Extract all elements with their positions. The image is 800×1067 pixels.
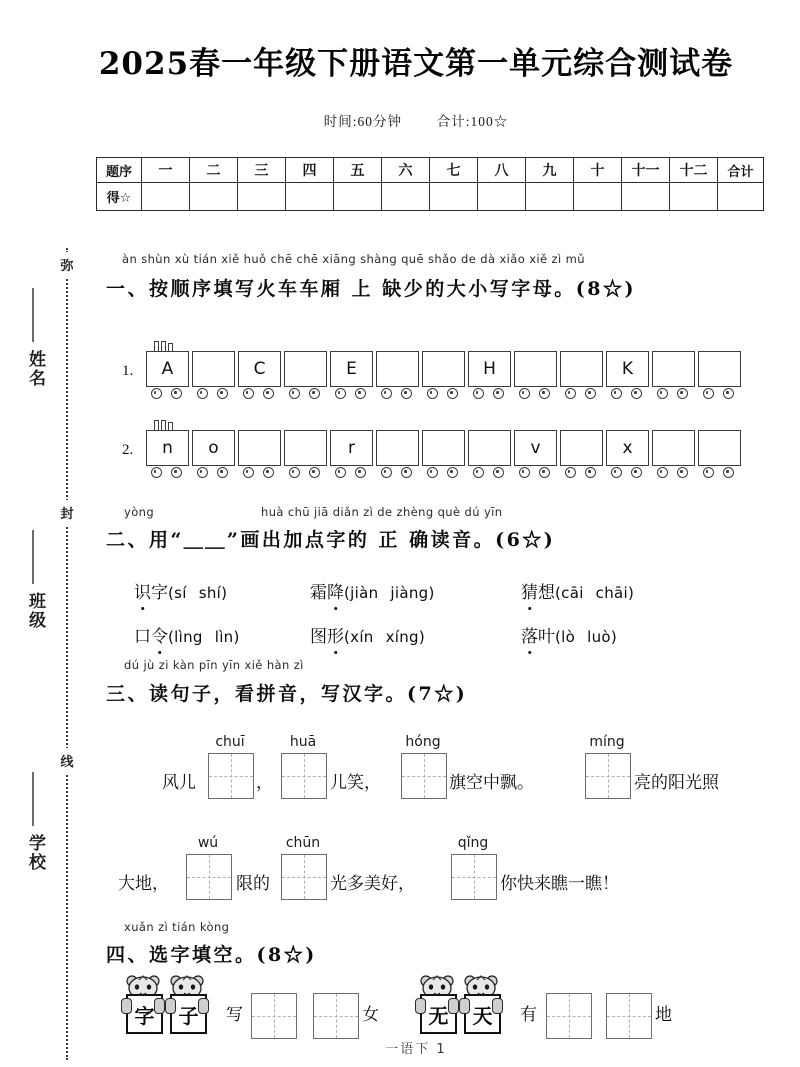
tiger-paw-icon: [121, 998, 132, 1014]
train-1-letter-5[interactable]: E: [330, 351, 373, 387]
tiger-paw-icon: [448, 998, 459, 1014]
choice-3-option-2[interactable]: chāi: [595, 584, 628, 602]
q3-answer-box-5[interactable]: [186, 835, 232, 900]
tian-zi-ge-box[interactable]: [281, 854, 327, 900]
field-label-school: 学校: [25, 834, 45, 872]
q3-line1-seg2: ，: [256, 773, 273, 793]
train-2-letter-3[interactable]: [238, 430, 281, 466]
train-1-letter-10[interactable]: [560, 351, 603, 387]
page-title: 2025春一年级下册语文第一单元综合测试卷: [98, 46, 734, 82]
q3-pinyin-qing: qǐng: [457, 835, 489, 851]
train-1-car-11[interactable]: [606, 351, 649, 399]
choice-6-option-2[interactable]: luò: [587, 628, 611, 646]
score-col-2: 二: [190, 158, 238, 183]
wheels-icon: [698, 388, 739, 399]
train-2-car-9[interactable]: [514, 430, 557, 478]
train-1-letter-8[interactable]: H: [468, 351, 511, 387]
tiger-paw-icon: [415, 998, 426, 1014]
choice-3-char-a: 猜: [521, 583, 538, 603]
train-2-letter-8[interactable]: [468, 430, 511, 466]
train-1-car-8[interactable]: [468, 351, 511, 399]
question-2-pinyin-right: huà chū jiā diǎn zì de zhèng què dú yīn: [261, 505, 503, 519]
train-2-letter-5[interactable]: r: [330, 430, 373, 466]
choice-6-char-a: 落: [521, 627, 538, 647]
train-2-index: 2.: [122, 442, 134, 458]
q4-answer-box-1[interactable]: [251, 993, 297, 1039]
wheels-icon: [468, 388, 509, 399]
train-2-car-13[interactable]: [698, 430, 741, 478]
q3-answer-box-1[interactable]: [208, 734, 254, 799]
train-2-car-4[interactable]: [284, 430, 327, 478]
wheels-icon: [652, 467, 693, 478]
score-table-row-label-score: 得☆: [97, 183, 142, 211]
choice-2-option-2[interactable]: jiàng: [390, 584, 429, 602]
train-1-car-1[interactable]: [146, 351, 189, 399]
train-1-letter-9[interactable]: [514, 351, 557, 387]
train-2-letter-7[interactable]: [422, 430, 465, 466]
score-cell-11[interactable]: [622, 183, 670, 211]
wheels-icon: [376, 467, 417, 478]
char-card-1[interactable]: 字: [126, 994, 163, 1034]
class-write-line[interactable]: [32, 530, 35, 584]
train-1-car-13[interactable]: [698, 351, 741, 399]
choice-6-option-1[interactable]: lò: [561, 628, 576, 646]
train-1-car-5[interactable]: [330, 351, 373, 399]
train-1-letter-4[interactable]: [284, 351, 327, 387]
wheels-icon: [238, 467, 279, 478]
choice-5-option-1[interactable]: xín: [350, 628, 374, 646]
question-1-title: 一、按顺序填写火车车厢 上 缺少的大小写字母。(8☆): [106, 278, 636, 300]
choice-4-option-2[interactable]: lìn: [214, 628, 234, 646]
wheels-icon: [560, 467, 601, 478]
train-1-car-2[interactable]: [192, 351, 235, 399]
wheels-icon: [652, 388, 693, 399]
tian-zi-ge-box[interactable]: [281, 753, 327, 799]
train-1-car-9[interactable]: [514, 351, 557, 399]
time-limit-label: 时间:60分钟: [323, 114, 402, 129]
wheels-icon: [284, 388, 325, 399]
score-cell-total[interactable]: [718, 183, 764, 211]
tiger-paw-icon: [459, 998, 470, 1014]
name-write-line[interactable]: [32, 288, 35, 342]
q4-answer-box-3[interactable]: [546, 993, 592, 1039]
train-2-car-2[interactable]: [192, 430, 235, 478]
train-2-letter-6[interactable]: [376, 430, 419, 466]
wheels-icon: [146, 467, 187, 478]
q3-pinyin-ming: míng: [589, 734, 625, 750]
train-1-car-12[interactable]: [652, 351, 695, 399]
q3-answer-box-4[interactable]: [585, 734, 631, 799]
train-2-car-3[interactable]: [238, 430, 281, 478]
tiger-pair-2: [416, 974, 502, 1034]
score-col-7: 七: [430, 158, 478, 183]
choice-5-char-b: 形: [327, 627, 344, 647]
score-cell-7[interactable]: [430, 183, 478, 211]
wheels-icon: [422, 388, 463, 399]
page-footer: 一语下 1: [385, 1042, 447, 1057]
score-cell-12[interactable]: [670, 183, 718, 211]
choice-3-option-1[interactable]: cāi: [561, 584, 584, 602]
wheels-icon: [468, 467, 509, 478]
train-2-letter-2[interactable]: o: [192, 430, 235, 466]
seal-dotted-line: [66, 248, 68, 1060]
score-cell-2[interactable]: [190, 183, 238, 211]
score-cell-8[interactable]: [478, 183, 526, 211]
tian-zi-ge-box[interactable]: [186, 854, 232, 900]
q3-line2-seg4: 你快来瞧一瞧！: [500, 874, 619, 894]
wheels-icon: [422, 467, 463, 478]
wheels-icon: [698, 467, 739, 478]
score-cell-1[interactable]: [142, 183, 190, 211]
train-2-letter-12[interactable]: [652, 430, 695, 466]
choice-2-char-a: 霜: [310, 583, 327, 603]
score-col-10: 十: [574, 158, 622, 183]
score-cell-6[interactable]: [382, 183, 430, 211]
tian-zi-ge-box[interactable]: [546, 993, 592, 1039]
train-2-letter-10[interactable]: [560, 430, 603, 466]
choice-item-6[interactable]: 落叶(lò luò): [521, 627, 618, 647]
score-cell-9[interactable]: [526, 183, 574, 211]
q4-group2-suffix: 地: [655, 1005, 672, 1025]
q3-line1-seg1: 风儿: [162, 773, 196, 793]
train-1-letter-3[interactable]: C: [238, 351, 281, 387]
q4-answer-box-4[interactable]: [606, 993, 652, 1039]
q3-answer-box-6[interactable]: [281, 835, 327, 900]
table-row-headers: [97, 158, 764, 183]
tian-zi-ge-box[interactable]: [451, 854, 497, 900]
seal-char-feng: 封: [58, 500, 76, 525]
score-cell-5[interactable]: [334, 183, 382, 211]
train-2-letter-13[interactable]: [698, 430, 741, 466]
train-2-letter-11[interactable]: x: [606, 430, 649, 466]
train-1-car-7[interactable]: [422, 351, 465, 399]
choice-4-char-b: 令: [151, 627, 168, 647]
field-label-class: 班级: [25, 592, 45, 630]
score-cell-3[interactable]: [238, 183, 286, 211]
chimney-icon: [154, 342, 174, 351]
chimney-icon: [154, 421, 174, 430]
train-1-car-6[interactable]: [376, 351, 419, 399]
q3-line2-seg3: 光多美好，: [330, 874, 415, 894]
score-cell-4[interactable]: [286, 183, 334, 211]
score-table-row-label-index: 题序: [97, 158, 142, 183]
tian-zi-ge-box[interactable]: [401, 753, 447, 799]
q4-group1-suffix: 女: [362, 1005, 379, 1025]
train-2-car-10[interactable]: [560, 430, 603, 478]
train-2: [146, 430, 741, 478]
q4-answer-box-2[interactable]: [313, 993, 359, 1039]
score-table: [96, 157, 764, 211]
score-col-9: 九: [526, 158, 574, 183]
tiger-paw-icon: [154, 998, 165, 1014]
wheels-icon: [514, 467, 555, 478]
train-2-car-6[interactable]: [376, 430, 419, 478]
choice-4-option-1[interactable]: lìng: [174, 628, 203, 646]
choice-item-4[interactable]: 口令(lìng lìn): [134, 627, 240, 647]
tian-zi-ge-box[interactable]: [606, 993, 652, 1039]
choice-item-1[interactable]: 识字(sí shí): [134, 583, 228, 603]
q3-answer-box-2[interactable]: [281, 734, 327, 799]
score-col-6: 六: [382, 158, 430, 183]
choice-1-char-b: 字: [151, 583, 168, 603]
q3-pinyin-hong: hóng: [405, 734, 441, 750]
question-3-title: 三、读句子，看拼音，写汉字。(7☆): [106, 683, 468, 705]
choice-6-char-b: 叶: [538, 627, 555, 647]
train-2-car-11[interactable]: [606, 430, 649, 478]
total-score-label: 合计:100☆: [436, 114, 509, 129]
score-col-12: 十二: [670, 158, 718, 183]
score-col-11: 十一: [622, 158, 670, 183]
q3-pinyin-chun: chūn: [285, 835, 321, 851]
q3-line1-seg5: 亮的阳光照: [634, 773, 719, 793]
question-4-pinyin: xuǎn zì tián kòng: [124, 920, 230, 934]
question-4-title: 四、选字填空。(8☆): [106, 944, 317, 966]
tiger-paw-icon: [492, 998, 503, 1014]
seal-char-xian: 线: [58, 748, 76, 773]
score-col-3: 三: [238, 158, 286, 183]
tiger-paw-icon: [198, 998, 209, 1014]
train-1-letter-13[interactable]: [698, 351, 741, 387]
choice-2-char-b: 降: [327, 583, 344, 603]
train-1-letter-7[interactable]: [422, 351, 465, 387]
train-1-letter-1[interactable]: A: [146, 351, 189, 387]
train-1-letter-11[interactable]: K: [606, 351, 649, 387]
wheels-icon: [146, 388, 187, 399]
train-2-car-1[interactable]: [146, 430, 189, 478]
score-col-total: 合计: [718, 158, 764, 183]
q3-pinyin-chui: chuī: [215, 734, 245, 750]
train-1-car-10[interactable]: [560, 351, 603, 399]
train-2-car-5[interactable]: [330, 430, 373, 478]
question-1-pinyin: àn shùn xù tián xiě huǒ chē chē xiāng shàng quē shǎo de dà xiǎo xiě zì mǔ: [122, 252, 585, 266]
q3-line1-seg3: 儿笑，: [330, 773, 381, 793]
wheels-icon: [238, 388, 279, 399]
train-1-index: 1.: [122, 363, 134, 379]
school-write-line[interactable]: [32, 772, 35, 826]
wheels-icon: [284, 467, 325, 478]
seal-char-mi: 弥: [58, 252, 76, 277]
q4-group2-prefix: 有: [520, 1005, 537, 1025]
wheels-icon: [560, 388, 601, 399]
question-3-pinyin: dú jù zi kàn pīn yīn xiě hàn zì: [124, 658, 304, 672]
q3-line2-seg2: 限的: [236, 874, 270, 894]
q3-line2-seg1: 大地，: [118, 874, 169, 894]
choice-2-option-1[interactable]: jiàn: [350, 584, 379, 602]
train-2-letter-4[interactable]: [284, 430, 327, 466]
q4-group1-prefix: 写: [226, 1005, 243, 1025]
field-label-name: 姓名: [25, 350, 45, 388]
choice-5-option-2[interactable]: xíng: [385, 628, 419, 646]
choice-item-5[interactable]: 图形(xín xíng): [310, 627, 426, 647]
train-1-letter-12[interactable]: [652, 351, 695, 387]
choice-3-char-b: 想: [538, 583, 555, 603]
char-card-4[interactable]: 天: [464, 994, 501, 1034]
tiger-pair-1: [122, 974, 208, 1034]
wheels-icon: [192, 388, 233, 399]
tian-zi-ge-box[interactable]: [251, 993, 297, 1039]
char-card-3[interactable]: 无: [420, 994, 457, 1034]
wheels-icon: [606, 467, 647, 478]
question-2-title: 二、用“＿＿”画出加点字的 正 确读音。(6☆): [106, 529, 556, 551]
choice-5-char-a: 图: [310, 627, 327, 647]
exam-meta: [96, 110, 736, 130]
score-cell-10[interactable]: [574, 183, 622, 211]
q3-pinyin-hua: huā: [289, 734, 317, 750]
choice-1-option-2[interactable]: shí: [198, 584, 222, 602]
choice-1-char-a: 识: [134, 583, 151, 603]
choice-item-3[interactable]: 猜想(cāi chāi): [521, 583, 635, 603]
train-1: [146, 351, 741, 399]
wheels-icon: [376, 388, 417, 399]
train-2-letter-9[interactable]: v: [514, 430, 557, 466]
tiger-mascot-icon: [166, 974, 208, 1034]
score-col-8: 八: [478, 158, 526, 183]
table-row-scores: [97, 183, 764, 211]
choice-1-option-1[interactable]: sí: [174, 584, 187, 602]
q3-pinyin-wu: wú: [197, 835, 219, 851]
tian-zi-ge-box[interactable]: [208, 753, 254, 799]
seal-margin: [0, 0, 96, 1067]
train-2-letter-1[interactable]: n: [146, 430, 189, 466]
wheels-icon: [330, 467, 371, 478]
question-2-pinyin-left: yòng: [124, 505, 155, 519]
tiger-paw-icon: [165, 998, 176, 1014]
exam-sheet: [96, 0, 800, 1067]
train-1-car-4[interactable]: [284, 351, 327, 399]
tiger-mascot-icon: [122, 974, 164, 1034]
char-card-2[interactable]: 子: [170, 994, 207, 1034]
choice-4-char-a: 口: [134, 627, 151, 647]
tian-zi-ge-box[interactable]: [585, 753, 631, 799]
train-1-car-3[interactable]: [238, 351, 281, 399]
wheels-icon: [606, 388, 647, 399]
tian-zi-ge-box[interactable]: [313, 993, 359, 1039]
tiger-mascot-icon: [460, 974, 502, 1034]
q3-answer-box-7[interactable]: [451, 835, 497, 900]
choice-item-2[interactable]: 霜降(jiàn jiàng): [310, 583, 435, 603]
q3-line1-seg4: 旗空中飘。: [449, 773, 534, 793]
tiger-mascot-icon: [416, 974, 458, 1034]
train-2-car-8[interactable]: [468, 430, 511, 478]
wheels-icon: [192, 467, 233, 478]
wheels-icon: [330, 388, 371, 399]
score-col-4: 四: [286, 158, 334, 183]
train-1-letter-6[interactable]: [376, 351, 419, 387]
q3-answer-box-3[interactable]: [401, 734, 447, 799]
wheels-icon: [514, 388, 555, 399]
train-1-letter-2[interactable]: [192, 351, 235, 387]
score-col-5: 五: [334, 158, 382, 183]
train-2-car-12[interactable]: [652, 430, 695, 478]
train-2-car-7[interactable]: [422, 430, 465, 478]
score-col-1: 一: [142, 158, 190, 183]
